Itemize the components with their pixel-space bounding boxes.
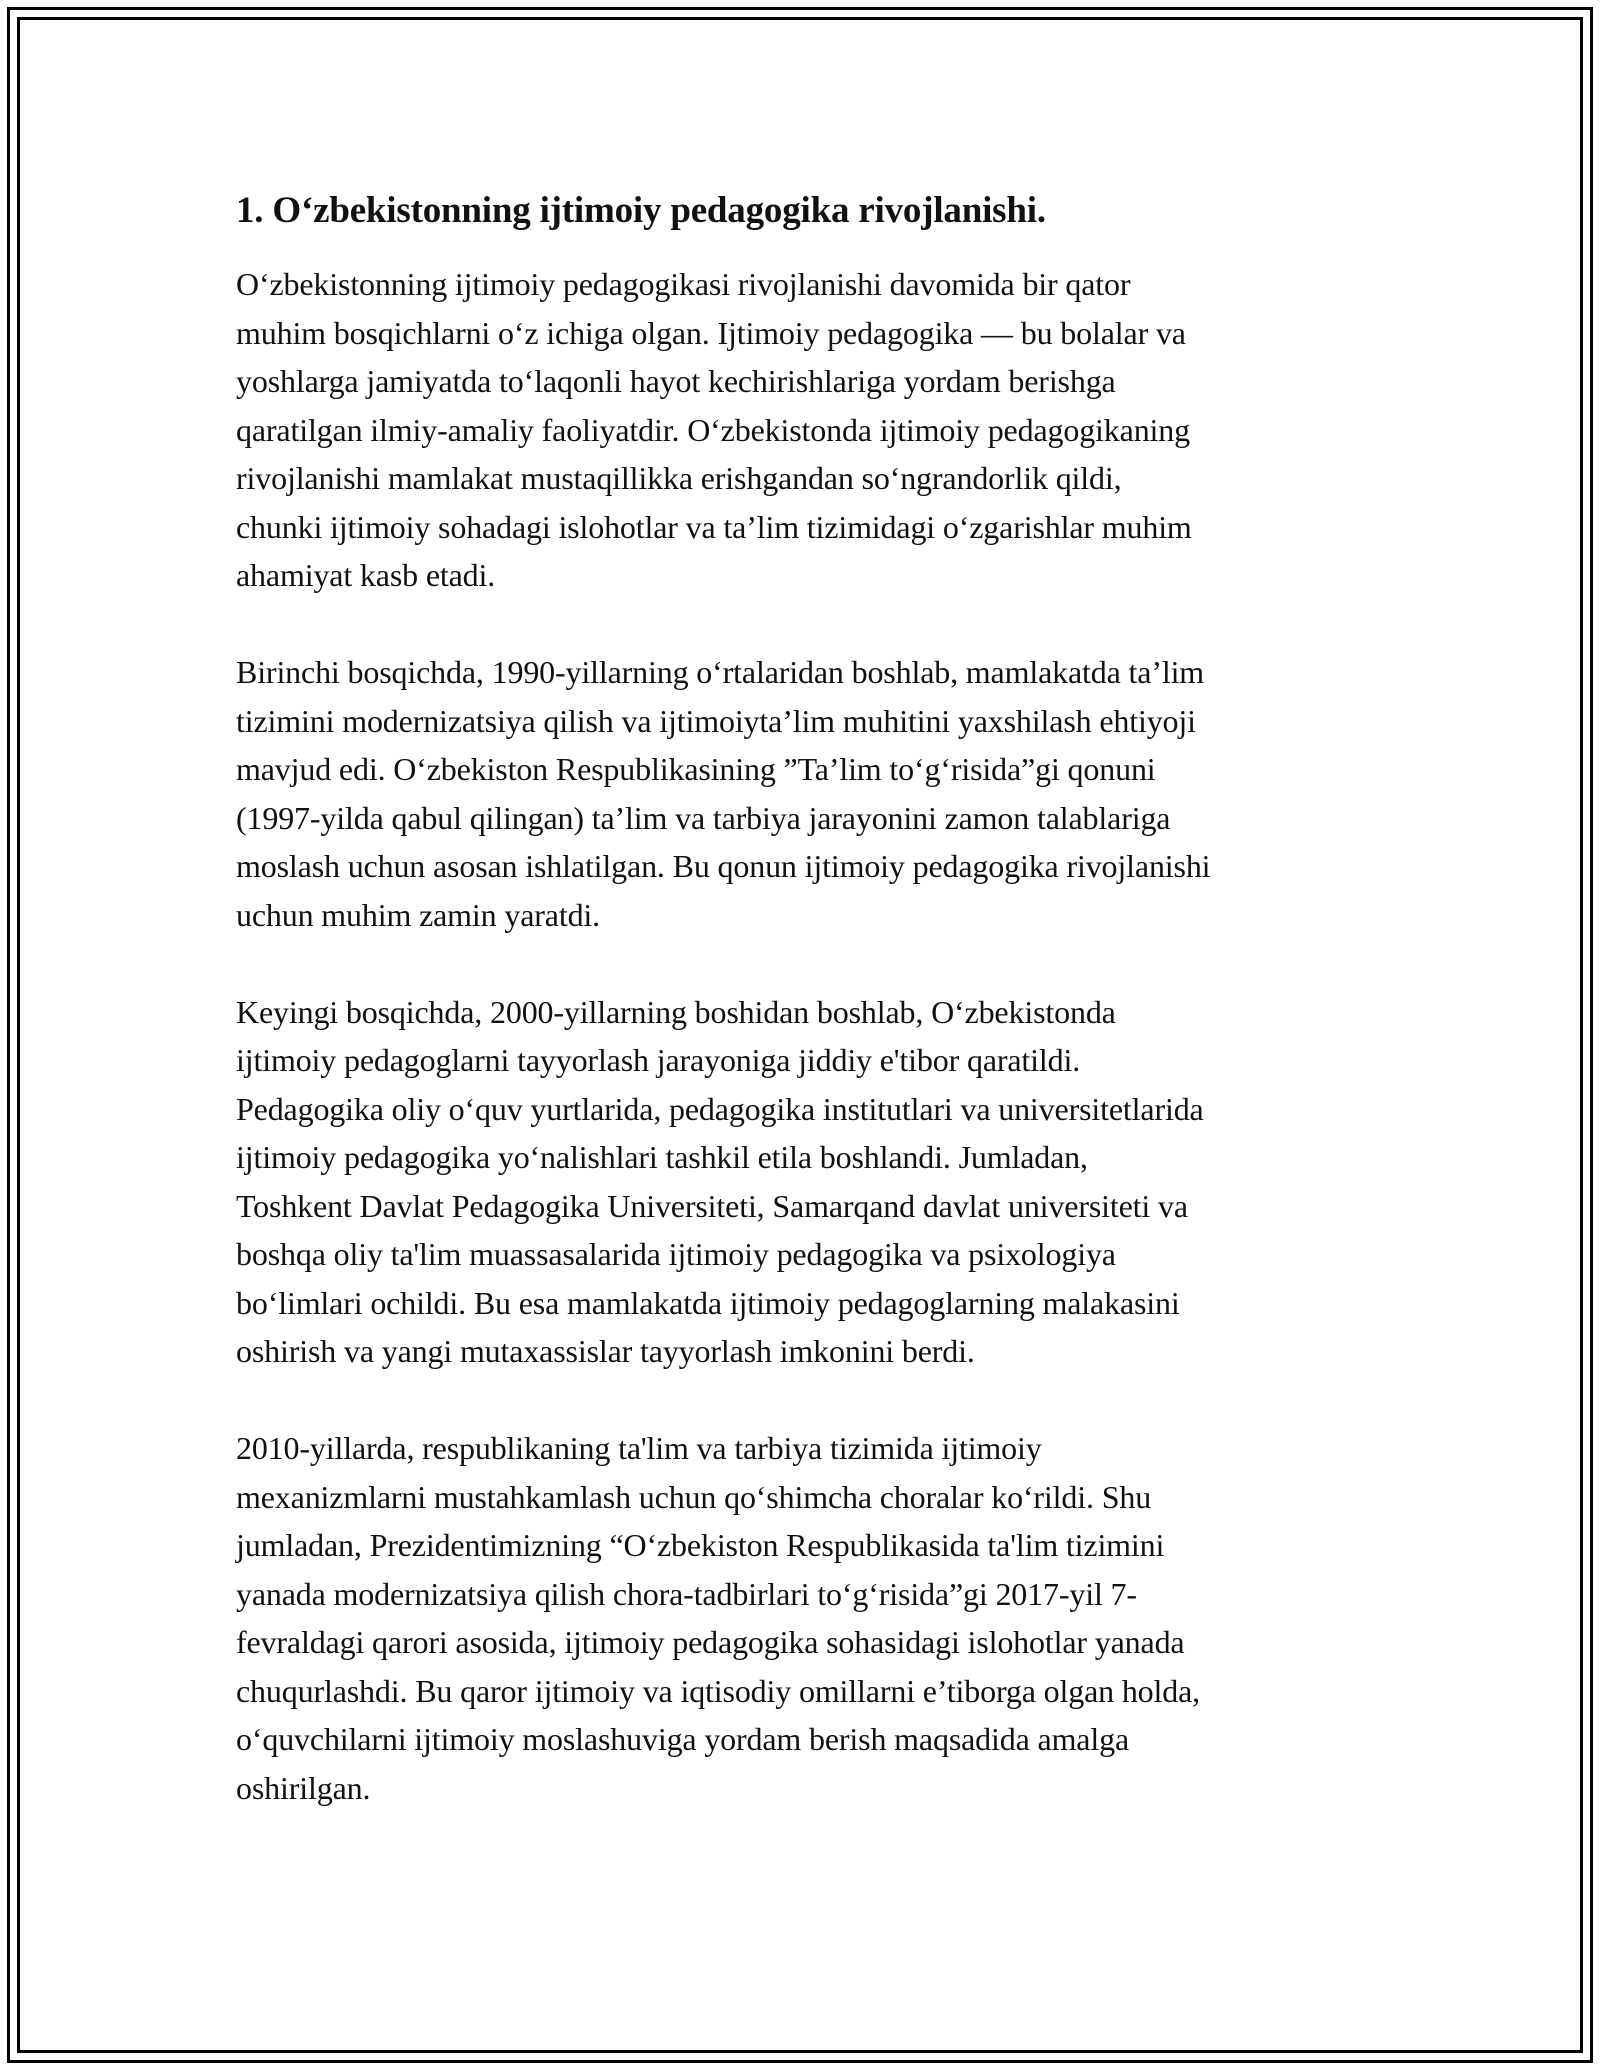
paragraph-line: uchun muhim zamin yaratdi. [236,896,601,933]
paragraph-2 [236,648,1376,939]
paragraph-line: qaratilgan ilmiy-amaliy faoliyatdir. O‘zbekistonda ijtimoiy pedagogikaning [236,411,1190,448]
paragraph-line: boshqa oliy ta'lim muassasalarida ijtimoiy pedagogika va psixologiya [236,1236,1116,1272]
paragraph-line: Pedagogika oliy o‘quv yurtlarida, pedagogika institutlari va universitetlarida [236,1090,1204,1127]
paragraph-line: Keyingi bosqichda, 2000-yillarning boshidan boshlab, O‘zbekistonda [236,993,1116,1030]
paragraph-line: fevraldagi qarori asosida, ijtimoiy pedagogika sohasidagi islohotlar yanada [236,1624,1185,1660]
paragraph-line: o‘quvchilarni ijtimoiy moslashuviga yordam berish maqsadida amalga [236,1721,1130,1757]
paragraph-line: moslash uchun asosan ishlatilgan. Bu qonun ijtimoiy pedagogika rivojlanishi [236,848,1211,884]
paragraph-line: bo‘limlari ochildi. Bu esa mamlakatda ijtimoiy pedagoglarning malakasini [236,1284,1180,1321]
paragraph-line: yoshlarga jamiyatda to‘laqonli hayot kechirishlariga yordam berishga [236,363,1116,399]
paragraph-line: rivojlanishi mamlakat mustaqillikka erishgandan so‘ngrandorlik qildi, [236,460,1122,496]
section-title: 1. O‘zbekistonning ijtimoiy pedagogika rivojlanishi. [236,190,1046,231]
paragraph-1 [236,260,1376,600]
paragraph-line: mavjud edi. O‘zbekiston Respublikasining ”Ta’lim to‘g‘risida”gi qonuni [236,751,1156,787]
paragraph-line: Birinchi bosqichda, 1990-yillarning o‘rtalaridan boshlab, mamlakatda ta’lim [236,654,1205,690]
paragraph-line: ahamiyat kasb etadi. [236,557,496,593]
paragraph-line: 2010-yillarda, respublikaning ta'lim va tarbiya tizimida ijtimoiy [236,1430,1042,1466]
paragraph-line: yanada modernizatsiya qilish chora-tadbirlari to‘g‘risida”gi 2017-yil 7- [236,1575,1137,1612]
paragraph-line: chuqurlashdi. Bu qaror ijtimoiy va iqtisodiy omillarni e’tiborga olgan holda, [236,1672,1201,1709]
paragraph-line: ijtimoiy pedagoglarni tayyorlash jarayoniga jiddiy e'tibor qaratildi. [236,1042,1081,1078]
paragraph-line: chunki ijtimoiy sohadagi islohotlar va ta’lim tizimidagi o‘zgarishlar muhim [236,508,1192,545]
document-body [236,186,1376,1861]
paragraph-line: tizimini modernizatsiya qilish va ijtimoiyta’lim muhitini yaxshilash ehtiyoji [236,702,1196,739]
paragraph-line: muhim bosqichlarni o‘z ichiga olgan. Ijtimoiy pedagogika — bu bolalar va [236,314,1186,351]
paragraph-line: oshirilgan. [236,1769,371,1806]
paragraph-4 [236,1424,1376,1812]
paragraph-3 [236,988,1376,1376]
paragraph-line: ijtimoiy pedagogika yo‘nalishlari tashkil etila boshlandi. Jumladan, [236,1139,1088,1175]
paragraph-line: mexanizmlarni mustahkamlash uchun qo‘shimcha choralar ko‘rildi. Shu [236,1478,1152,1515]
paragraph-line: jumladan, Prezidentimizning “O‘zbekiston Respublikasida ta'lim tizimini [236,1527,1165,1563]
paragraph-line: O‘zbekistonning ijtimoiy pedagogikasi rivojlanishi davomida bir qator [236,266,1131,302]
paragraph-line: Toshkent Davlat Pedagogika Universiteti, Samarqand davlat universiteti va [236,1187,1188,1224]
paragraph-line: oshirish va yangi mutaxassislar tayyorlash imkonini berdi. [236,1333,975,1369]
paragraph-line: (1997-yilda qabul qilingan) ta’lim va tarbiya jarayonini zamon talablariga [236,799,1171,836]
